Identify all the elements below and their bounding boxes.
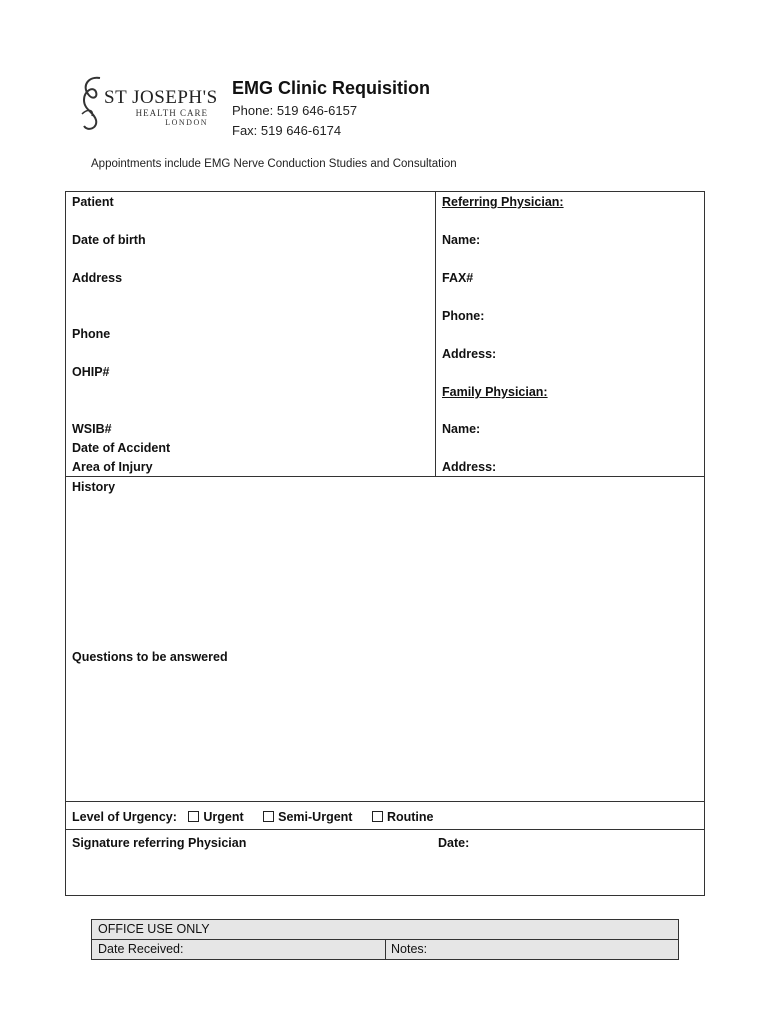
signature-date-field[interactable]: Date: xyxy=(438,836,470,850)
address-field[interactable]: Address xyxy=(72,271,123,285)
questions-field[interactable]: Questions to be answered xyxy=(72,650,228,664)
ohip-field[interactable]: OHIP# xyxy=(72,365,110,379)
family-address-field[interactable]: Address: xyxy=(442,460,497,474)
intro-text: Appointments include EMG Nerve Conduction Studies and Consultation xyxy=(91,158,457,170)
referring-name-field[interactable]: Name: xyxy=(442,233,481,247)
patient-field[interactable]: Patient xyxy=(72,195,114,209)
family-physician-heading: Family Physician: xyxy=(442,385,548,399)
office-use-heading: OFFICE USE ONLY xyxy=(98,922,210,936)
logo-org-subtitle: HEALTH CARE xyxy=(135,108,208,118)
urgency-urgent-option[interactable] xyxy=(188,810,247,824)
urgency-label: Level of Urgency: xyxy=(72,810,177,824)
logo-org-city: LONDON xyxy=(165,118,208,127)
accident-date-field[interactable]: Date of Accident xyxy=(72,441,171,455)
requisition-form xyxy=(65,191,705,896)
patient-phone-field[interactable]: Phone xyxy=(72,327,111,341)
referring-address-field[interactable]: Address: xyxy=(442,347,497,361)
signature-field[interactable]: Signature referring Physician xyxy=(72,836,247,850)
wsib-field[interactable]: WSIB# xyxy=(72,422,112,436)
row-divider-history xyxy=(66,476,704,477)
injury-area-field[interactable]: Area of Injury xyxy=(72,460,153,474)
dob-field[interactable]: Date of birth xyxy=(72,233,146,247)
referring-fax-field[interactable]: FAX# xyxy=(442,271,474,285)
row-divider-urgency xyxy=(66,801,704,802)
office-column-divider xyxy=(385,939,386,960)
logo-org-name: ST JOSEPH'S xyxy=(104,87,218,108)
office-use-header-row xyxy=(92,920,678,940)
clinic-phone: Phone: 519 646-6157 xyxy=(232,103,358,118)
urgency-routine-option[interactable] xyxy=(372,810,434,824)
st-josephs-logo xyxy=(78,74,218,134)
urgency-row xyxy=(72,810,449,824)
urgent-label: Urgent xyxy=(203,810,244,824)
semi-urgent-checkbox[interactable] xyxy=(263,811,274,822)
clinic-fax: Fax: 519 646-6174 xyxy=(232,123,342,138)
page-title: EMG Clinic Requisition xyxy=(232,78,431,98)
urgent-checkbox[interactable] xyxy=(188,811,199,822)
office-use-box xyxy=(91,919,679,960)
referring-phone-field[interactable]: Phone: xyxy=(442,309,485,323)
date-received-field[interactable]: Date Received: xyxy=(98,942,184,956)
urgency-semi-urgent-option[interactable] xyxy=(263,810,356,824)
column-divider xyxy=(435,192,436,477)
notes-field[interactable]: Notes: xyxy=(391,942,428,956)
row-divider-signature xyxy=(66,829,704,830)
family-name-field[interactable]: Name: xyxy=(442,422,481,436)
routine-checkbox[interactable] xyxy=(372,811,383,822)
routine-label: Routine xyxy=(386,810,434,824)
semi-urgent-label: Semi-Urgent xyxy=(278,810,353,824)
history-field[interactable]: History xyxy=(72,480,116,494)
referring-physician-heading: Referring Physician: xyxy=(442,195,564,209)
